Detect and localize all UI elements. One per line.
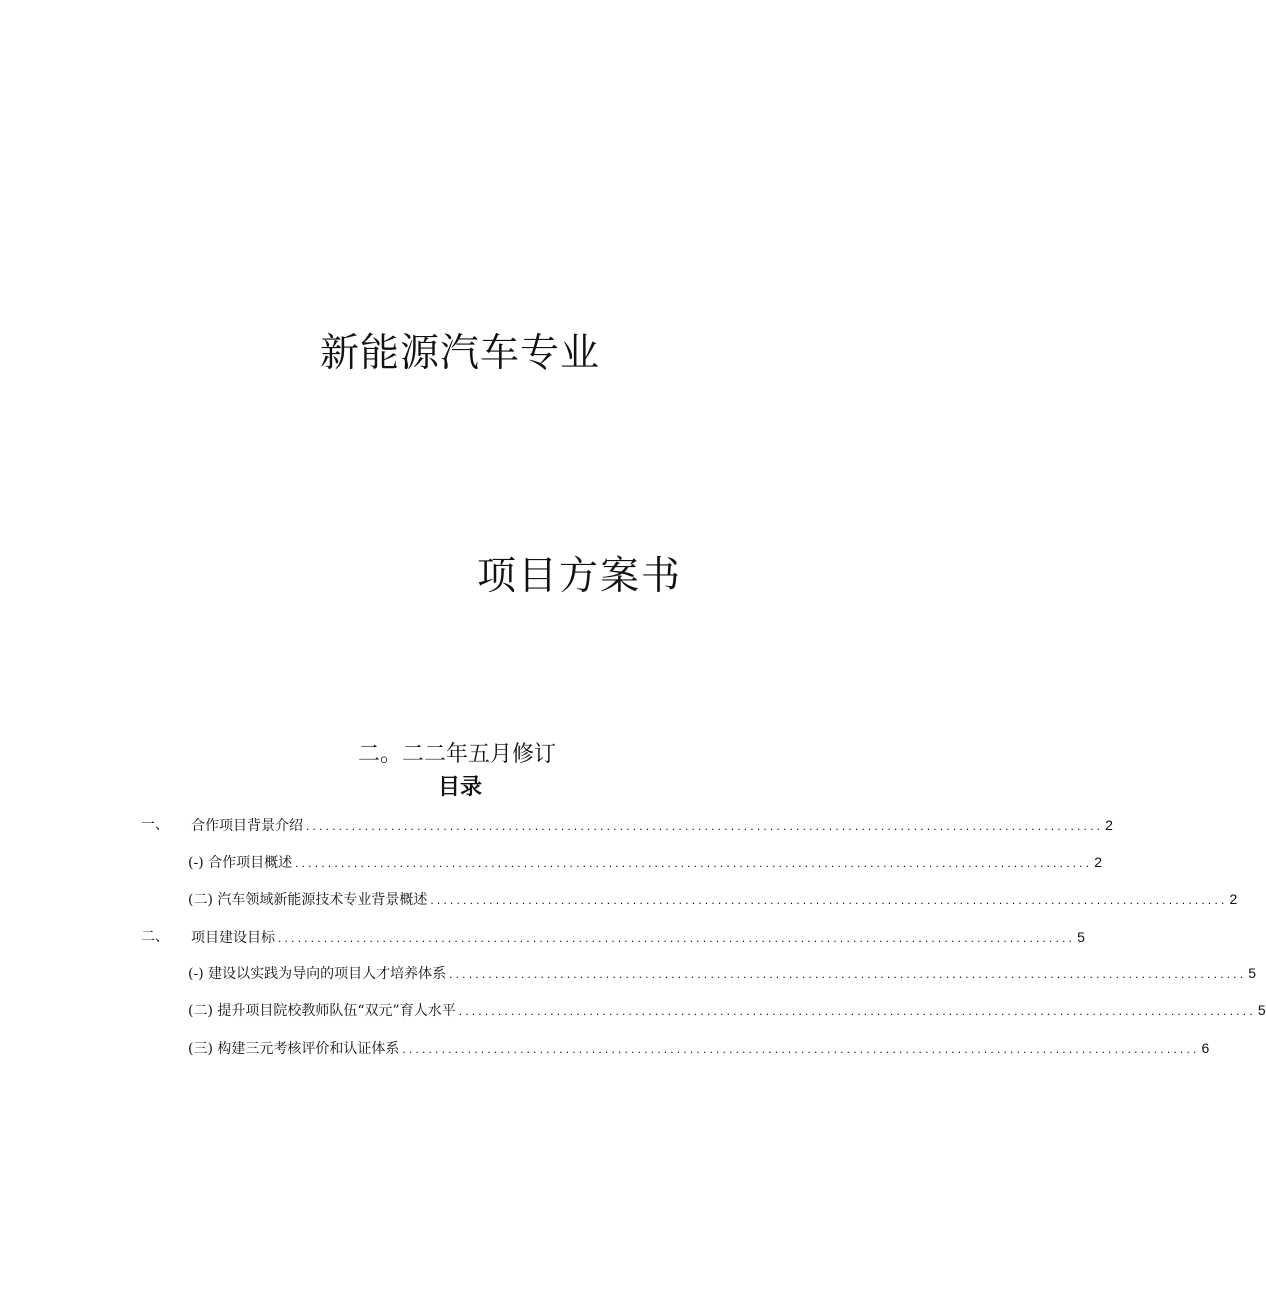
toc-dot-leader: .......................................................................................................................... [458,1004,1256,1018]
toc-entry-number: 一、 [141,817,169,833]
toc-entry-page: 5 [1077,929,1085,945]
toc-entry-page: 2 [1229,891,1238,907]
toc-dot-leader: .......................................................................................................................... [430,893,1228,907]
toc-dot-leader: .......................................................................................................................... [278,931,1076,945]
toc-entry[interactable] [188,1000,1266,1020]
toc-entry[interactable] [141,927,1085,947]
toc-entry-page: 2 [1094,854,1103,870]
toc-entry-title: (-) 建设以实践为导向的项目人才培养体系 [188,966,447,982]
toc-dot-leader: .......................................................................................................................... [295,856,1093,870]
toc-entry-page: 6 [1201,1040,1210,1056]
toc-dot-leader: .......................................................................................................................... [402,1042,1200,1056]
toc-entry-title: (二) 提升项目院校教师队伍“双元”育人水平 [188,1003,456,1019]
toc-entry-title: (三) 构建三元考核评价和认证体系 [188,1041,400,1057]
cover-title-main: 新能源汽车专业 [320,331,601,376]
revision-date: 二。二二年五月修订 [358,742,557,767]
toc-entry-number: 二、 [141,929,169,945]
toc-entry[interactable] [188,852,1103,872]
toc-entry-page: 2 [1105,817,1113,833]
toc-entry-title: 合作项目背景介绍 [191,818,303,834]
toc-entry-page: 5 [1248,965,1257,981]
toc-entry-page: 5 [1257,1002,1266,1018]
toc-entry[interactable] [188,1038,1210,1058]
toc-entry[interactable] [188,889,1238,909]
toc-entry-title: 项目建设目标 [191,930,275,946]
cover-title-sub: 项目方案书 [477,554,683,599]
toc-entry[interactable] [188,963,1257,983]
toc-entry[interactable] [141,815,1113,835]
toc-dot-leader: .......................................................................................................................... [306,819,1104,833]
toc-entry-title: (二) 汽车领域新能源技术专业背景概述 [188,892,428,908]
toc-entry-title: (-) 合作项目概述 [188,855,293,871]
toc-dot-leader: .......................................................................................................................... [449,967,1247,981]
toc-heading: 目录 [438,775,483,800]
